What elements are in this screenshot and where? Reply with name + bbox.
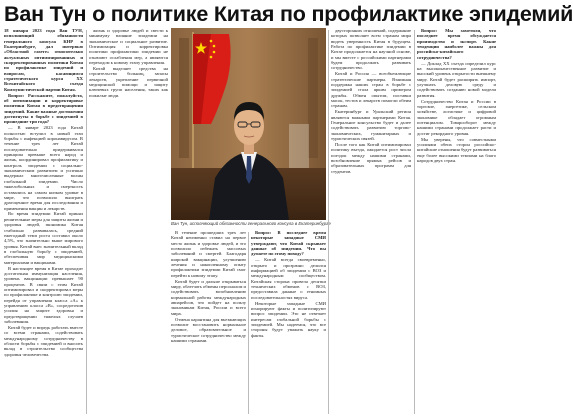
article-column-5 [417,28,496,416]
interview-question: Вопрос: Мы заметили, что последнее время обсуждается производство и экспорт. Какие тенденции наиболее важны для российско-китайского сотрудничества? [417,28,496,60]
article-paragraph: Сотрудничество Китая и России в торговле, энергетике, сельском хозяйстве, логистике и цифровой экономике обладает огромным потенциалом. Товарооборот между нашими странами продолжает расти и достиг рекордного уровня. [417,98,496,136]
article-paragraph: жизнь и здоровье людей и свести к минимуму влияние эпидемии на экономическое и социальное развитие. Оптимизация и корректировка политики профилактики эпидемии не означают ослабления мер, а являются переходом к новому этапу управления. [89,28,168,66]
column-divider [248,232,249,414]
article-headline: Ван Тун о политике Китая по профилактике эпидемий [4,2,573,26]
article-paragraph: Во время эпидемии Китай принял решительные меры для защиты жизни и здоровья людей, экономика Китая стабильно развивалась, средний ежегодный темп роста составил около 4,5%, что значительно выше мирового уровня. Китай внес значительный вклад в глобальную борьбу с эпидемией, обеспечивая мир медицинскими материалами и вакцинами. [4,211,83,265]
column-divider [414,30,415,414]
article-paragraph: двусторонних отношений, содержание которых позволяет всем странам мира видеть уверенность Китая в будущем. Работа по профилактике эпидемии в Китае продолжается на научной основе, и мы вместе с российскими партнерами будем продолжать развивать сотрудничество. [331,28,411,71]
photo-caption: Ван Тун, исполняющий обязанности генерального консула в Екатеринбурге [171,221,331,226]
consul-photo-image [171,28,326,220]
interview-question: Вопрос: Расскажите, пожалуйста, об оптимизации и корректировке политики Китая в предотвращении эпидемий. Какие важные достижения достигнуты в борьбе с эпидемией в прошедшие три года? [4,92,83,125]
article-paragraph: Китай будет и впредь работать вместе со всеми странами, содействовать международному сотрудничеству в области борьбы с эпидемией и вносить вклад в строительство сообщества здоровья человечества. [4,324,83,357]
column-divider [86,30,87,414]
article-paragraph: Китай и Россия — всеобъемлющие стратегические партнеры. Взаимная поддержка наших стран в борьбе с эпидемией стала ярким примером дружбы. Обмен опытом, поставки масок, тестов и лекарств помогли обеим странам. [331,71,411,109]
article-paragraph: — В январе 2023 года Китай полностью вступил в новый этап борьбы с инфекцией коронавирусом. В течение трех лет Китай последовательно придерживался принципа превыше всего народ и жизнь, координировал профилактику и контроль эпидемии с социально-экономическим развитием и успешно выдержал многочисленные волны глобальной эпидемии. Число тяжелобольных и смертность оставались на самом низком уровне в мире, что позволило выиграть драгоценное время для исследования и применения вакцин и лекарств. [4,125,83,211]
article-paragraph: — Китай всегда своевременно, открыто и прозрачно делился информацией об эпидемии с ВОЗ и международным сообществом. Китайская сторона провела десятки технических обменов с ВОЗ, предоставила данные о геномных последовательностях вируса. [251,257,326,300]
article-lead: 18 января 2023 года Ван ТУН, исполняющий обязанности генерального консула КНР в Екатеринбурге, дал интервью «Областной газете» относительно актуальных оптимизированных и скорректированных политики Китая по профилактике эпидемий и вопросам, касающимся стратегического курса ХХ Всекитайского съезда Коммунистической партии Китая. [4,28,83,92]
consul-photo [171,28,326,220]
article-column-4 [331,28,411,416]
article-column-2 [89,28,168,416]
article-paragraph: Китай выделяет средства на строительство больниц, запасы лекарств, укрепление первичной медицинской помощи и защиту ключевых групп населения, таких как пожилые люди. [89,66,168,98]
article-paragraph: В течение прошедших трех лет Китай неизменно ставил на первое место жизнь и здоровье людей, и это позволило избежать массовых заболеваний и смертей. Благодаря широкой вакцинации, улучшению лечения и накопленному опыту профилактики эпидемии Китай смог перейти к новому этапу. [171,230,246,278]
article-column-3 [251,230,326,416]
column-divider [328,30,329,414]
article-paragraph: Отмена карантина для въезжающих позволит восстановить нормальное деловое, образовательное и туристическое сотрудничество между нашими странами. [171,316,246,344]
article-paragraph: Некоторые западные СМИ игнорируют факты и политизируют вопрос эпидемии. Это не отвечает интересам глобальной борьбы с эпидемией. Мы надеемся, что все стороны будут уважать науку и факты. [251,300,326,338]
article-paragraph: Китай будет и дальше открываться миру, облегчать обмены персоналом и содействовать возобновлению нормальной работы международных авиарейсов, что пойдет на пользу экономикам Китая, России и всего мира. [171,278,246,316]
article-paragraph: — Доклад ХХ съезда определил курс на высококачественное развитие и высокий уровень открытости внешнему миру. Китай будет расширять импорт, улучшать деловую среду и содействовать созданию новой модели развития. [417,60,496,98]
article-paragraph: Мы уверены, что совместными усилиями обеих сторон российско-китайские отношения будут развиваться еще более высокими темпами на благо народов двух стран. [417,136,496,164]
article-paragraph: После того как Китай оптимизировал политику въезда, ожидается рост числа поездок между нашими странами, возобновление прямых рейсов и образовательных программ для студентов. [331,142,411,174]
article-paragraph: Екатеринбург и Уральский регион являются важными партнерами Китая. Генеральное консульство будет и далее содействовать развитию торгово-экономических, гуманитарных и туристических связей. [331,109,411,142]
interview-question: Вопрос: В последнее время некоторые западные СМИ утверждают, что Китай скрывает данные об эпидемии. Что вы думаете по этому поводу? [251,230,326,257]
article-column-2-lower [171,230,246,416]
article-column-1 [4,28,83,416]
article-paragraph: В настоящее время в Китае проходит достаточная иммунизация населения, уровень вакцинации превышает 90 процентов. В связи с этим Китай оптимизировал и скорректировал меры по профилактике и контролю эпидемии, перейдя от управления класса «А» к управлению класса «В», сосредоточив усилия на защите здоровья и предотвращении тяжелых случаев заболевания. [4,265,83,324]
